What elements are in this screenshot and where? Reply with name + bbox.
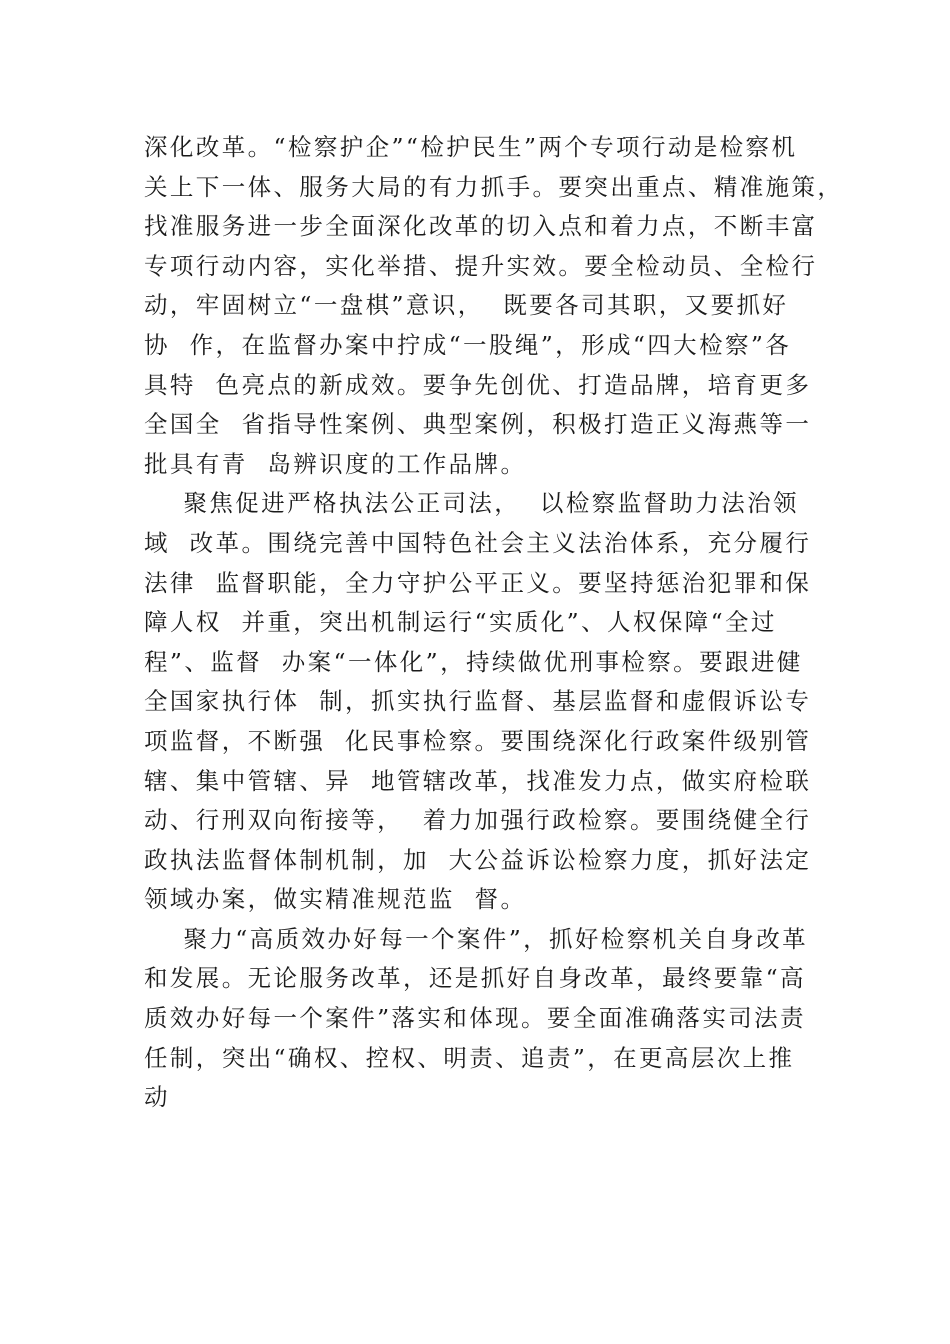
text-line: 批具有青 岛辨识度的工作品牌。 [144,449,527,478]
text-line: 深化改革。“检察护企”“检护民生”两个专项行动是检察机 [144,133,798,161]
text-line: 聚力“高质效办好每一个案件”，抓好检察机关自身改革 [144,924,809,953]
text-line: 政执法监督体制机制，加 大公益诉讼检察力度，抓好法定 [144,845,812,874]
text-line: 动，牢固树立“一盘棋”意识， 既要各司其职，又要抓好 [144,291,789,320]
text-line: 动 [144,1083,170,1112]
text-line: 辖、集中管辖、异 地管辖改革，找准发力点，做实府检联 [144,766,812,795]
text-line: 障人权 并重，突出机制运行“实质化”、人权保障“全过 [144,608,777,637]
body-text [144,128,844,1118]
text-line: 质效办好每一个案件”落实和体现。要全面准确落实司法责 [144,1004,806,1033]
text-line: 具特 色亮点的新成效。要争先创优、打造品牌，培育更多 [144,370,812,399]
text-line: 和发展。无论服务改革，还是抓好自身改革，最终要靠“高 [144,964,806,993]
text-line: 项监督，不断强 化民事检察。要围绕深化行政案件级别管 [144,726,812,755]
text-line: 协 作，在监督办案中拧成“一股绳”，形成“四大检察”各 [144,330,792,359]
text-line: 专项行动内容，实化举措、提升实效。要全检动员、全检行 [144,251,818,280]
text-line: 关上下一体、服务大局的有力抓手。要突出重点、精准施策， [144,172,844,201]
text-line: 全国家执行体 制，抓实执行监督、基层监督和虚假诉讼专 [144,687,812,716]
text-line: 动、行刑双向衔接等， 着力加强行政检察。要围绕健全行 [144,806,812,835]
text-line: 全国全 省指导性案例、典型案例，积极打造正义海燕等一 [144,410,812,439]
text-line: 领域办案，做实精准规范监 督。 [144,885,527,914]
text-line: 法律 监督职能，全力守护公平正义。要坚持惩治犯罪和保 [144,568,812,597]
text-line: 域 改革。围绕完善中国特色社会主义法治体系，充分履行 [144,528,812,557]
text-line: 程”、监督 办案“一体化”，持续做优刑事检察。要跟进健 [144,647,803,676]
text-line: 找准服务进一步全面深化改革的切入点和着力点，不断丰富 [144,212,818,241]
text-line: 任制，突出“确权、控权、明责、追责”，在更高层次上推 [144,1043,795,1072]
text-line: 聚焦促进严格执法公正司法， 以检察监督助力法治领 [144,489,799,518]
